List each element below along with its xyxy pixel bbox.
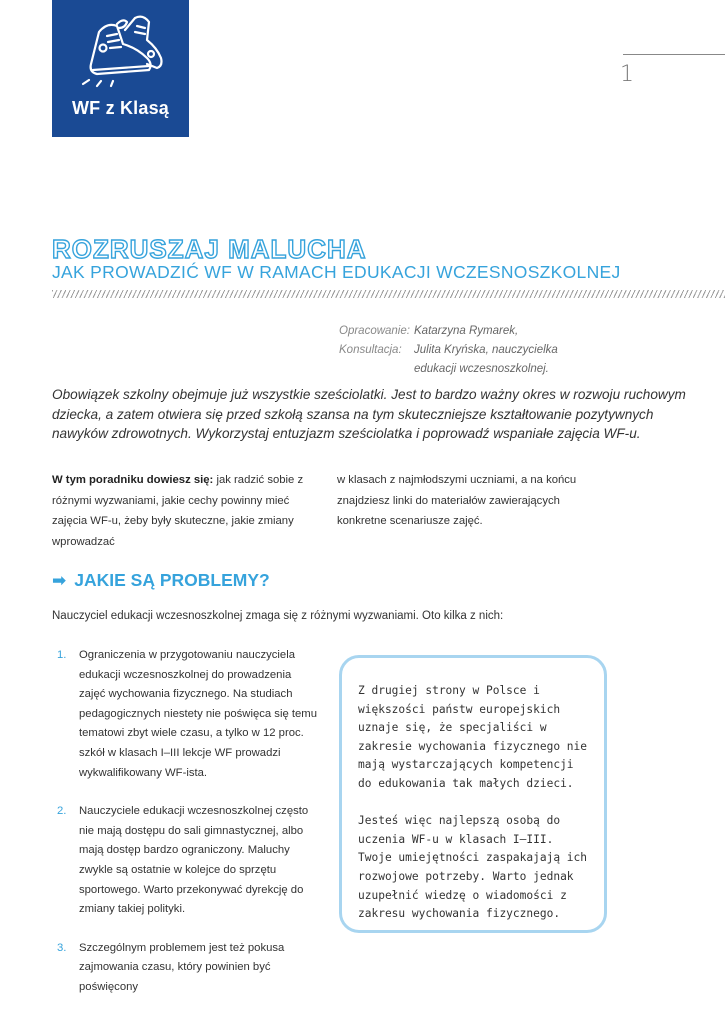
credits-row [339, 322, 558, 341]
callout-content [358, 682, 588, 942]
problems-list [52, 646, 317, 1017]
credits-label [339, 360, 414, 379]
list-item-text: Ograniczenia w przygotowaniu nauczyciela edukacji wczesnoszkolnej do prowadzenia zajęć wychowania fizycznego. Na studiach pedagogicznych niestety nie poświęca się temu tematowi zbyt wiele czasu, a tylko w 12 proc. szkół w klasach I–III lekcje WF prowadzi wykwalifikowany WF-ista. [79, 649, 318, 779]
header-rule [623, 54, 725, 55]
list-item-text: Nauczyciele edukacji wczesnoszkolnej często nie mają dostępu do sali gimnastycznej, albo mają dostęp bardzo ograniczony. Maluchy zwykle są ostatnie w kolejce do sprzętu sportowego. Warto przekonywać dyrekcję do zmiany takiej polityki. [79, 805, 309, 916]
callout-paragraph: Jesteś więc najlepszą osobą do uczenia WF-u w klasach I–III. Twoje umiejętności zaspakajają ich rozwojowe potrzeby. Warto jednak uzupełnić wiedzę o wiadomości z zakresu wychowania fizycznego. [358, 814, 588, 921]
guide-left-column [52, 470, 314, 552]
page-title: ROZRUSZAJ MALUCHA [52, 234, 367, 264]
list-item-text: Szczególnym problemem jest też pokusa zajmowania czasu, który powinien być poświęcony [79, 941, 285, 993]
credits [339, 322, 558, 379]
guide-left-text: jak radzić sobie z różnymi wyzwaniami, jakie cechy powinny mieć zajęcia WF-u, żeby były skuteczne, jakie zmiany wprowadzać [52, 474, 304, 548]
credits-value: Katarzyna Rymarek, [414, 325, 519, 337]
logo-text: WF z Klasą [71, 98, 170, 118]
list-item [52, 939, 317, 998]
logo [52, 0, 189, 137]
guide-right-column: w klasach z najmłodszymi uczniami, a na końcu znajdziesz linki do materiałów zawierających konkretne scenariusze zajęć. [337, 474, 577, 527]
intro-text: Nauczyciel edukacji wczesnoszkolnej zmaga się z różnymi wyzwaniami. Oto kilka z nich: [52, 610, 504, 622]
credits-row [339, 360, 558, 379]
callout-paragraph: Z drugiej strony w Polsce i większości państw europejskich uznaje się, że specjaliści w zakresie wychowania fizycznego nie mają wystarczających kompetencji do edukowania tak małych dzieci. [358, 684, 588, 790]
credits-value: edukacji wczesnoszkolnej. [414, 363, 549, 375]
guide-intro-bold: W tym poradniku dowiesz się: [52, 474, 214, 486]
page-subtitle: JAK PROWADZIĆ WF W RAMACH EDUKACJI WCZESNOSZKOLNEJ [52, 262, 621, 282]
credits-value: Julita Kryńska, nauczycielka [414, 344, 558, 356]
arrow-right-icon: ➡ [52, 570, 67, 590]
callout-box [339, 655, 607, 933]
list-item [52, 802, 317, 920]
section-title: JAKIE SĄ PROBLEMY? [74, 570, 270, 590]
page-number: 1 [620, 62, 634, 87]
sneakers-icon [77, 14, 167, 94]
list-number: 2. [57, 805, 67, 818]
section-heading [52, 570, 270, 591]
list-number: 1. [57, 649, 67, 661]
lead-paragraph: Obowiązek szkolny obejmuje już wszystkie sześciolatki. Jest to bardzo ważny okres w rozwoju ruchowym dziecka, a zatem otwiera się przed szkołą szansa na tym skuteczniejsze kształtowanie pozytywnych nawyków zdrowotnych. Wykorzystaj entuzjazm sześciolatka i poprowadź wspaniałe zajęcia WF-u. [52, 387, 686, 441]
list-item [52, 646, 317, 783]
credits-label: Konsultacja: [339, 344, 402, 356]
hatched-divider [52, 290, 725, 298]
credits-label: Opracowanie: [339, 325, 410, 337]
credits-row [339, 341, 558, 360]
list-number: 3. [57, 941, 67, 954]
